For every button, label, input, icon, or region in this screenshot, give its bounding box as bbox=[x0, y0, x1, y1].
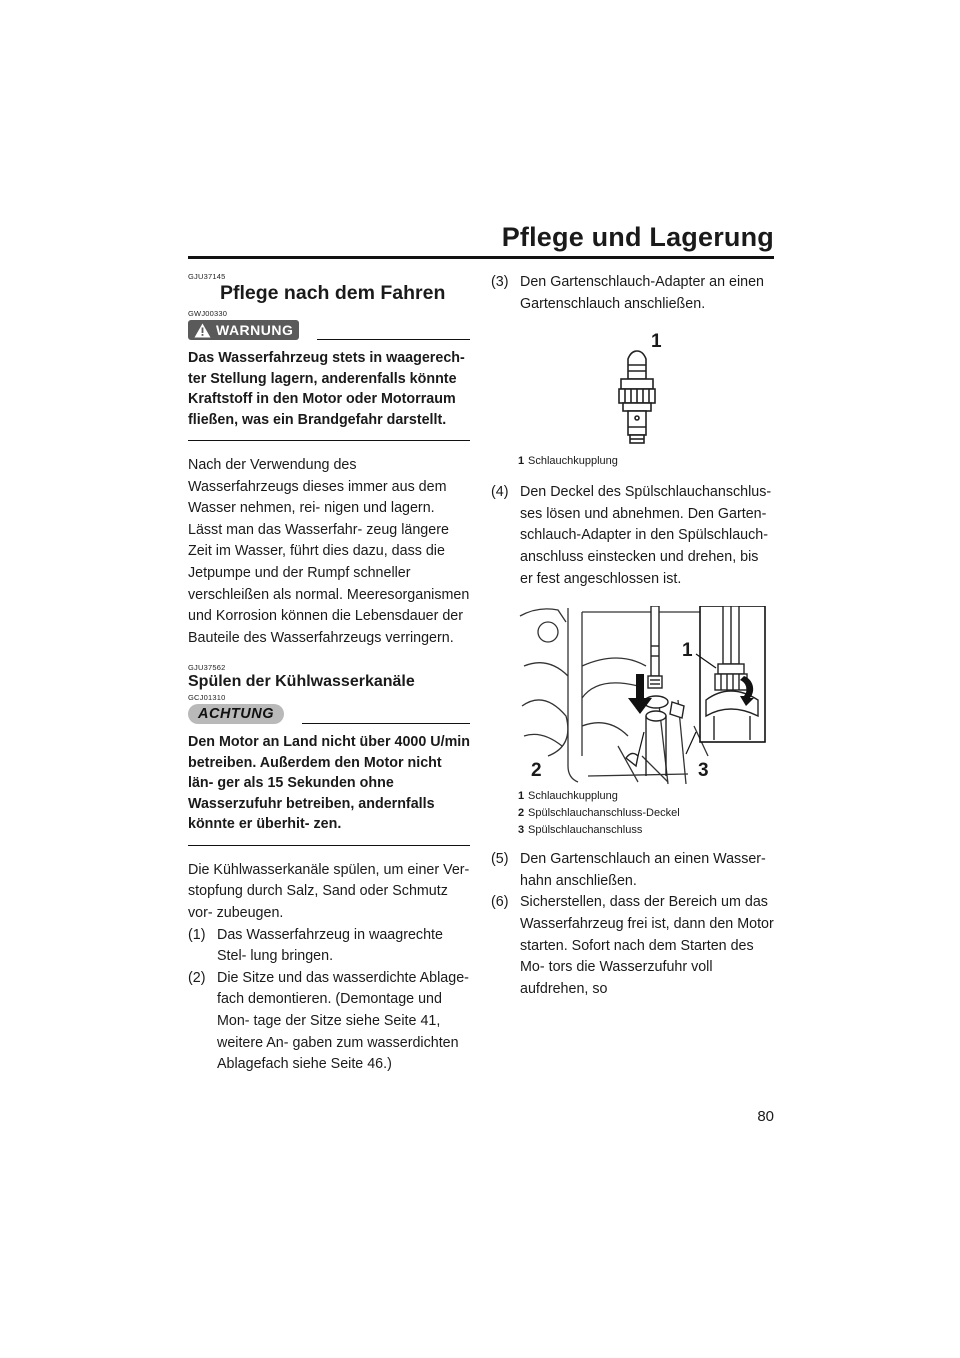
step-item bbox=[491, 892, 774, 1000]
caution-rule bbox=[302, 723, 470, 724]
page-number: 80 bbox=[757, 1108, 774, 1125]
step-item bbox=[188, 968, 470, 1076]
step-text: Den Gartenschlauch an einen Wasser- hahn anschließen. bbox=[520, 851, 766, 889]
warning-heading bbox=[188, 320, 470, 340]
warning-code: GWJ00330 bbox=[188, 309, 228, 318]
caption-number: 1 bbox=[518, 455, 525, 468]
section-body: Nach der Verwendung des Wasserfahrzeugs dieses immer aus dem Wasser nehmen, rei- nigen und lagern. Lässt man das Wasserfahr- zeug längere Zeit im Wasser, führt dies dazu, dass die Jetpumpe und der Rumpf schneller verschleißen als normal. Meeresorganismen und Korrosion können die Lebensdauer der Bauteile des Wasserfahrzeugs verringern. bbox=[188, 457, 470, 646]
figure1-caption bbox=[491, 453, 774, 470]
caption-row bbox=[518, 805, 774, 822]
caption-number: 3 bbox=[518, 824, 525, 837]
step-item bbox=[491, 272, 774, 315]
right-column bbox=[491, 272, 774, 1000]
step-text: Den Deckel des Spülschlauchanschlus- ses lösen und abnehmen. Den Garten- schlauch-Adapter in den Spülschlauch- anschluss einstecken und drehen, bis er fest angeschlossen ist. bbox=[520, 484, 772, 587]
caution-code: GCJ01310 bbox=[188, 693, 226, 703]
section-code: GJU37145 bbox=[188, 272, 226, 281]
figure2-callout-2: 2 bbox=[531, 760, 542, 782]
step-item bbox=[491, 849, 774, 892]
step-text: Das Wasserfahrzeug in waagrechte Stel- lung bringen. bbox=[217, 926, 443, 965]
warning-text: Das Wasserfahrzeug stets in waagerech- ter Stellung lagern, anderenfalls könnte Kraftstoff in den Motor oder Motorraum fließen, was ein Brandgefahr darstellt. bbox=[188, 350, 465, 428]
step-number: (2) bbox=[188, 969, 206, 986]
subsection-code: GJU37562 bbox=[188, 663, 226, 673]
caption-text: Schlauchkupplung bbox=[528, 455, 618, 468]
step-item bbox=[188, 925, 470, 968]
left-column bbox=[188, 272, 470, 1076]
step-number: (3) bbox=[491, 274, 509, 290]
subsection-title: Spülen der Kühlwasserkanäle bbox=[188, 673, 415, 691]
caption-text: Schlauchkupplung bbox=[528, 790, 618, 803]
figure-flush-connector bbox=[518, 606, 766, 786]
caution-badge: ACHTUNG bbox=[188, 704, 284, 724]
figure2-caption bbox=[491, 788, 774, 839]
page-title: Pflege und Lagerung bbox=[501, 222, 774, 252]
caption-row bbox=[518, 788, 774, 805]
caption-number: 2 bbox=[518, 807, 525, 820]
step-text: Den Gartenschlauch-Adapter an einen Gartenschlauch anschließen. bbox=[520, 274, 764, 312]
caption-text: Spülschlauchanschluss-Deckel bbox=[528, 807, 680, 820]
caution-heading bbox=[188, 704, 470, 724]
caution-text: Den Motor an Land nicht über 4000 U/min betreiben. Außerdem den Motor nicht län- ger als 15 Sekunden ohne Wasserzufuhr betreiben, andernfalls könnte er überhit- zen. bbox=[188, 734, 471, 833]
step-text: Die Sitze und das wasserdichte Ablage- fach demontieren. (Demontage und Mon- tage der Sitze siehe Seite 41, weitere An- gaben zum wasserdichten Ablagefach siehe Seite 46.) bbox=[217, 969, 469, 1073]
step-item bbox=[491, 482, 774, 590]
warning-badge bbox=[188, 320, 299, 340]
page-header bbox=[188, 222, 774, 259]
warning-triangle-icon bbox=[194, 323, 211, 338]
figure1-callout-1: 1 bbox=[651, 331, 662, 353]
warning-rule bbox=[317, 339, 470, 340]
step-number: (6) bbox=[491, 894, 509, 911]
step-number: (5) bbox=[491, 851, 509, 868]
caption-number: 1 bbox=[518, 790, 525, 803]
step-text: Sicherstellen, dass der Bereich um das Wasserfahrzeug frei ist, dann den Motor starten. Sofort nach dem Starten des Mo- tors die Wasserzufuhr voll aufdrehen, so bbox=[520, 894, 774, 997]
caption-text: Spülschlauchanschluss bbox=[528, 824, 643, 837]
step-number: (4) bbox=[491, 484, 509, 501]
warning-end-rule bbox=[188, 440, 470, 441]
section-title: Pflege nach dem Fahren bbox=[220, 282, 446, 304]
subsection-intro: Die Kühlwasserkanäle spülen, um einer Ver- stopfung durch Salz, Sand oder Schmutz vor- zubeugen. bbox=[188, 861, 470, 922]
figure2-callout-3: 3 bbox=[698, 760, 709, 782]
warning-label: WARNUNG bbox=[216, 322, 294, 338]
flush-connector-photo bbox=[518, 606, 766, 786]
figure-hose-coupling bbox=[491, 321, 774, 449]
caption-row bbox=[518, 822, 774, 839]
caution-end-rule bbox=[188, 845, 470, 846]
hose-coupling-illustration bbox=[491, 321, 774, 449]
step-number: (1) bbox=[188, 926, 206, 943]
figure2-callout-1: 1 bbox=[682, 640, 693, 662]
